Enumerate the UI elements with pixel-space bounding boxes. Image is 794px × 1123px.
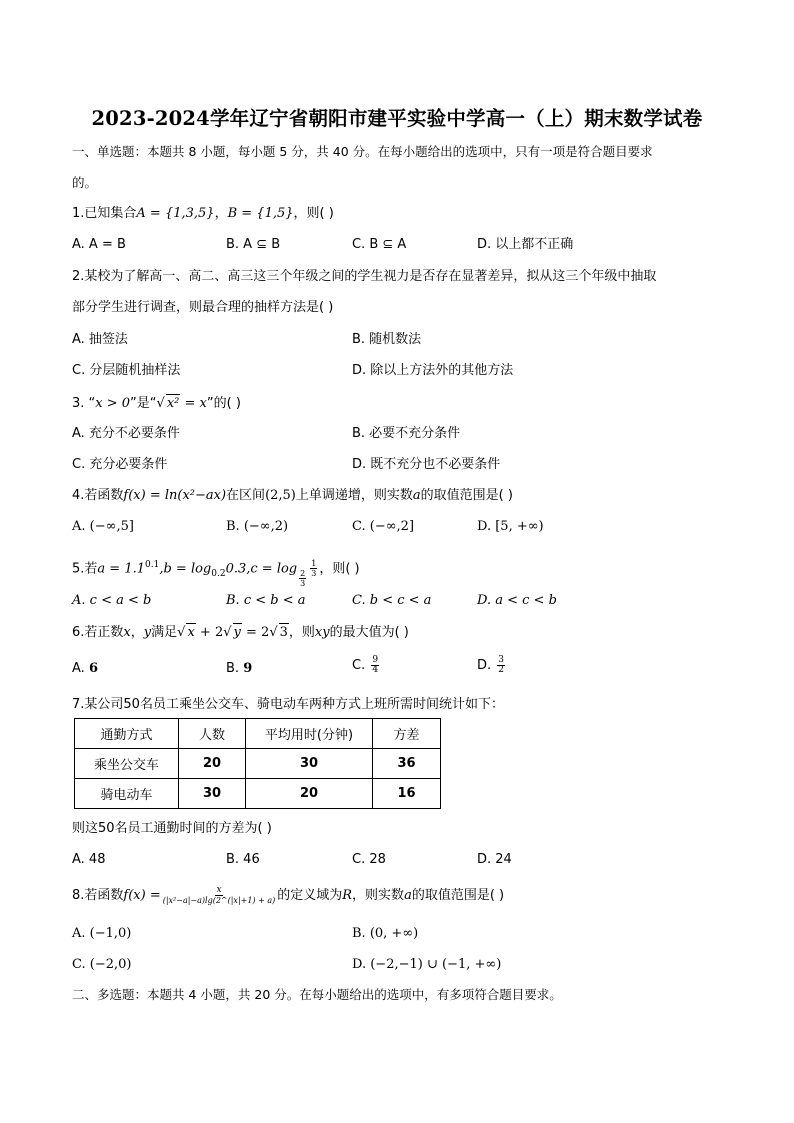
- q1-set-b: B = {1,5}: [227, 206, 294, 221]
- q2-stem-cont: 部分学生进行调查，则最合理的抽样方法是( ): [72, 300, 334, 315]
- q3-math-2: = x: [180, 396, 207, 411]
- q8-text: 8.若函数: [72, 888, 124, 903]
- q4-math-1: f(x) = ln(x²−ax): [123, 488, 227, 503]
- q6-math-xy: xy: [314, 625, 330, 640]
- q2-option-b: B. 随机数法: [352, 332, 422, 347]
- q3-stem: 3. “x > 0”是“√ x² = x”的( ): [72, 396, 241, 411]
- q8-text-4: 的取值范围是( ): [411, 888, 505, 903]
- q6-option-c-label: C.: [352, 658, 370, 673]
- q8-text-3: ，则实数: [352, 888, 405, 903]
- q3-text-3: ”的( ): [206, 396, 241, 411]
- q7-question: 则这50名员工通勤时间的方差为( ): [72, 821, 272, 836]
- q5-math-b-base: 0.2: [211, 568, 226, 579]
- q6-text-4: ，则: [288, 625, 315, 640]
- q4-text-2: 在区间: [226, 488, 266, 503]
- q4-option-b: B. (−∞,2): [226, 519, 289, 534]
- q1-option-a: A. A = B: [72, 237, 126, 252]
- q6-sqrt-y: y: [233, 625, 241, 640]
- table-cell: 骑电动车: [75, 779, 179, 809]
- q3-text-2: ”是“: [130, 396, 157, 411]
- q6-sqrt-3: 3: [279, 625, 288, 640]
- q5-arg-num: 1: [311, 559, 317, 569]
- q4-text-4: 的取值范围是( ): [420, 488, 513, 503]
- q7-option-d: D. 24: [477, 852, 512, 867]
- q4-stem: [72, 487, 513, 505]
- q6-option-b-value: 9: [243, 661, 253, 676]
- q1-stem: [72, 205, 334, 223]
- table-cell: 20: [179, 749, 246, 779]
- table-cell: 36: [373, 749, 441, 779]
- table-header-cell: 人数: [179, 719, 246, 749]
- q6-option-d-den: 2: [498, 665, 505, 675]
- q8-fraction-den: (|x²−a|−a)lg(2^(|x|+1) + a): [162, 896, 276, 905]
- q6-option-a-value: 6: [88, 661, 98, 676]
- q6-option-d-label: D.: [477, 658, 496, 673]
- q2-option-d: D. 除以上方法外的其他方法: [352, 363, 514, 378]
- q5-text-2: ，则( ): [319, 561, 360, 577]
- q2-option-a: A. 抽签法: [72, 332, 128, 347]
- q2-option-c: C. 分层随机抽样法: [72, 363, 181, 378]
- q6-text-3: 满足: [151, 625, 178, 640]
- q4-text-3: 上单调递增，则实数: [295, 488, 413, 503]
- q5-math-b: ,b = log: [159, 561, 212, 577]
- q6-text-5: 的最大值为( ): [329, 625, 409, 640]
- q3-text: 3. “: [72, 396, 96, 411]
- table-header-cell: 方差: [373, 719, 441, 749]
- q6-math-x: x: [123, 625, 131, 640]
- table-row: [75, 779, 441, 809]
- q5-math-c: 0.3,c = log: [225, 561, 298, 577]
- q6-sqrt-x: x: [187, 625, 195, 640]
- q1-sep: ，: [214, 206, 228, 221]
- q1-option-d: D. 以上都不正确: [477, 237, 574, 252]
- q3-option-a: A. 充分不必要条件: [72, 426, 180, 441]
- table-cell: 20: [246, 779, 373, 809]
- q1-option-b: B. A ⊆ B: [226, 237, 281, 252]
- q4-option-d: D. [5, +∞): [477, 519, 544, 534]
- q8-option-c: C. (−2,0): [72, 957, 132, 972]
- table-cell: 乘坐公交车: [75, 749, 179, 779]
- q8-fraction: [163, 886, 276, 905]
- q6-option-d: [477, 656, 507, 675]
- q8-text-2: 的定义域为: [277, 888, 343, 903]
- table-row: [75, 749, 441, 779]
- q8-math-f: f(x) =: [123, 888, 161, 903]
- q5-text: 5.若: [72, 561, 98, 577]
- table-cell: 30: [179, 779, 246, 809]
- q3-option-b: B. 必要不充分条件: [352, 426, 461, 441]
- q8-option-a: A. (−1,0): [72, 926, 132, 941]
- q5-math-a-exp: 0.1: [145, 560, 160, 570]
- q7-commute-table: [74, 718, 441, 809]
- q6-option-b-label: B.: [226, 661, 244, 676]
- q7-option-b: B. 46: [226, 852, 260, 867]
- q5-stem: [72, 556, 360, 588]
- q6-option-b: [226, 660, 252, 678]
- section2-heading: 二、多选题：本题共 4 小题，共 20 分。在每小题给出的选项中，有多项符合题目要求。: [72, 987, 562, 1002]
- q3-option-d: D. 既不充分也不必要条件: [352, 457, 501, 472]
- q1-set-a: A = {1,3,5}: [136, 206, 215, 221]
- q4-math-2: (2,5): [265, 488, 296, 503]
- q8-option-d: D. (−2,−1) ∪ (−1, +∞): [352, 957, 502, 972]
- section1-heading-cont: 的。: [72, 175, 98, 190]
- q3-option-c: C. 充分必要条件: [72, 457, 168, 472]
- q8-math-r: R: [342, 888, 353, 903]
- q1-option-c: C. B ⊆ A: [352, 237, 407, 252]
- q5-option-a: A. c < a < b: [72, 593, 152, 608]
- q5-base-den: 3: [300, 579, 306, 589]
- q4-option-c: C. (−∞,2]: [352, 519, 415, 534]
- section1-heading: 一、单选题：本题共 8 小题，每小题 5 分，共 40 分。在每小题给出的选项中，只有一项是符合题目要求: [72, 144, 653, 159]
- q7-option-c: C. 28: [352, 852, 386, 867]
- q3-sqrt-body: x²: [166, 396, 180, 411]
- q3-math-1: x > 0: [95, 396, 131, 411]
- table-cell: 30: [246, 749, 373, 779]
- q7-stem: 7.某公司50名员工乘坐公交车、骑电动车两种方式上班所需时间统计如下：: [72, 697, 504, 712]
- q5-math-a: a = 1.1: [97, 561, 145, 577]
- q1-text: 1.已知集合: [72, 206, 137, 221]
- q5-base-num: 2: [300, 569, 306, 579]
- table-cell: 16: [373, 779, 441, 809]
- q5-math-c-base: [299, 569, 306, 588]
- q4-math-3: a: [412, 488, 421, 503]
- q6-math-y: y: [143, 625, 152, 640]
- q8-stem: [72, 886, 504, 905]
- q8-option-b: B. (0, +∞): [352, 926, 419, 941]
- q4-text: 4.若函数: [72, 488, 124, 503]
- q6-option-c-num: 9: [372, 655, 379, 665]
- q6-option-a-label: A.: [72, 661, 89, 676]
- q6-text-2: ，: [130, 625, 144, 640]
- q5-arg-den: 3: [311, 569, 317, 579]
- q6-text: 6.若正数: [72, 625, 124, 640]
- q6-math-eq: = 2: [241, 625, 270, 640]
- table-header-row: [75, 719, 441, 749]
- q6-option-c: [352, 656, 381, 675]
- table-header-cell: 平均用时(分钟): [246, 719, 373, 749]
- q7-option-a: A. 48: [72, 852, 106, 867]
- q6-option-a: [72, 660, 98, 678]
- q5-option-b: B. c < b < a: [226, 593, 306, 608]
- q6-option-c-den: 4: [372, 665, 379, 675]
- table-header-cell: 通勤方式: [75, 719, 179, 749]
- q1-text-end: ，则( ): [293, 206, 334, 221]
- q5-option-c: C. b < c < a: [352, 593, 432, 608]
- q6-option-d-num: 3: [498, 655, 505, 665]
- q6-math-plus: + 2: [195, 625, 224, 640]
- page-title: 2023-2024学年辽宁省朝阳市建平实验中学高一（上）期末数学试卷: [91, 107, 703, 130]
- q8-math-a: a: [404, 888, 412, 903]
- q2-stem: 2.某校为了解高一、高二、高三这三个年级之间的学生视力是否存在显著差异，拟从这三个年级中抽取: [72, 269, 657, 284]
- q6-stem: 6.若正数x，y满足√ x + 2√ y = 2√ 3，则xy的最大值为( ): [72, 625, 409, 640]
- q5-math-c-arg: [310, 559, 317, 578]
- q5-option-d: D. a < c < b: [477, 593, 557, 608]
- q8-fraction-num: x: [216, 885, 222, 895]
- q4-option-a: A. (−∞,5]: [72, 519, 134, 534]
